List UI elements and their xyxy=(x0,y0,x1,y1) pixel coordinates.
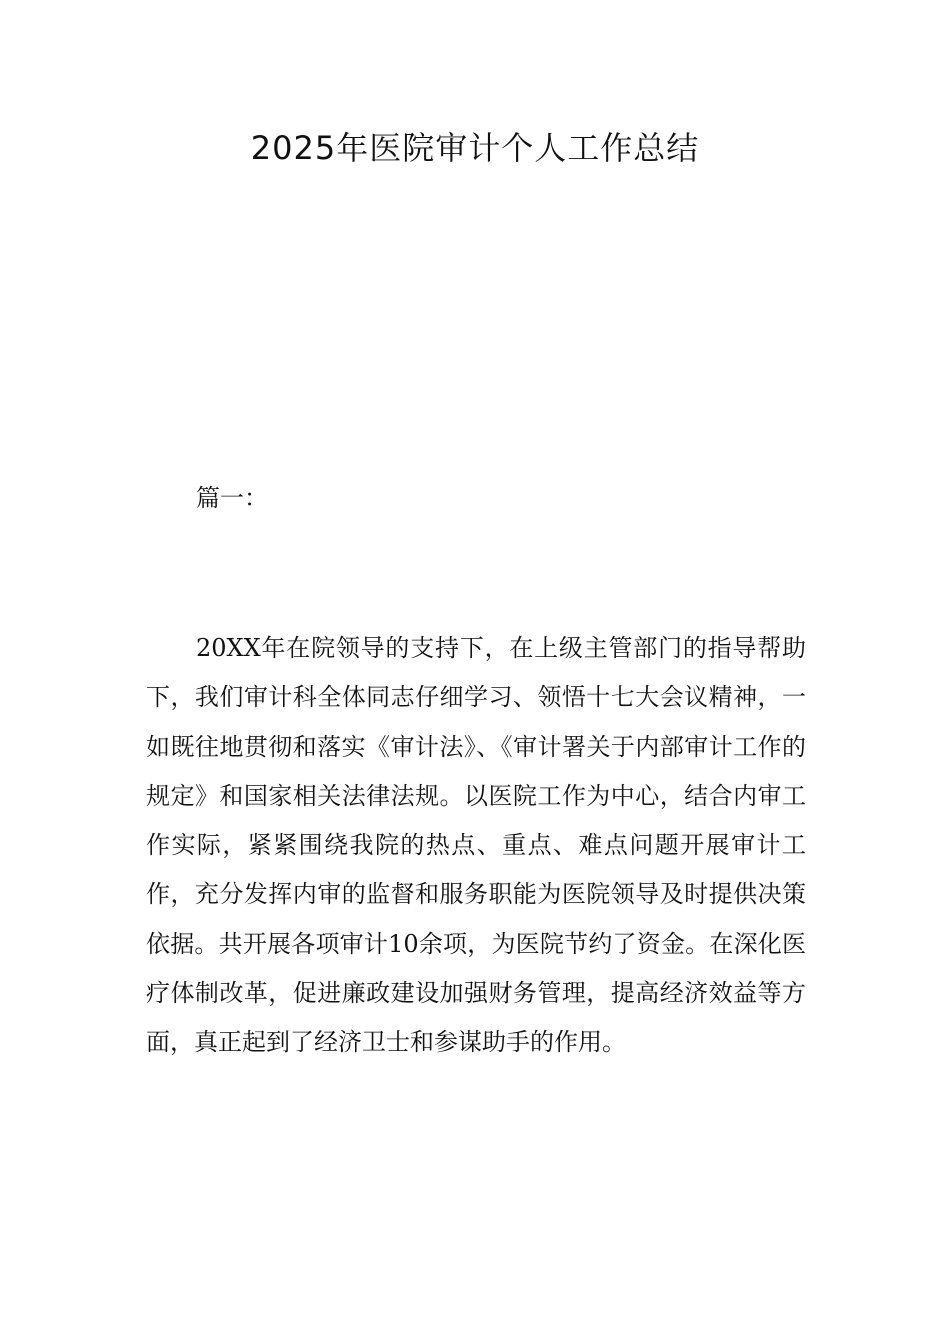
section-heading: 篇一： xyxy=(196,484,268,512)
body-paragraph: 20XX年在院领导的支持下，在上级主管部门的指导帮助下，我们审计科全体同志仔细学习、领悟十七大会议精神，一如既往地贯彻和落实《审计法》、《审计署关于内部审计工作的规定》和国家相关法律法规。以医院工作为中心，结合内审工作实际，紧紧围绕我院的热点、重点、难点问题开展审计工作，充分发挥内审的监督和服务职能为医院领导及时提供决策依据。共开展各项审计10余项，为医院节约了资金。在深化医疗体制改革，促进廉政建设加强财务管理，提高经济效益等方面，真正起到了经济卫士和参谋助手的作用。 xyxy=(146,634,806,1057)
document-title: 2025年医院审计个人工作总结 xyxy=(250,129,700,167)
